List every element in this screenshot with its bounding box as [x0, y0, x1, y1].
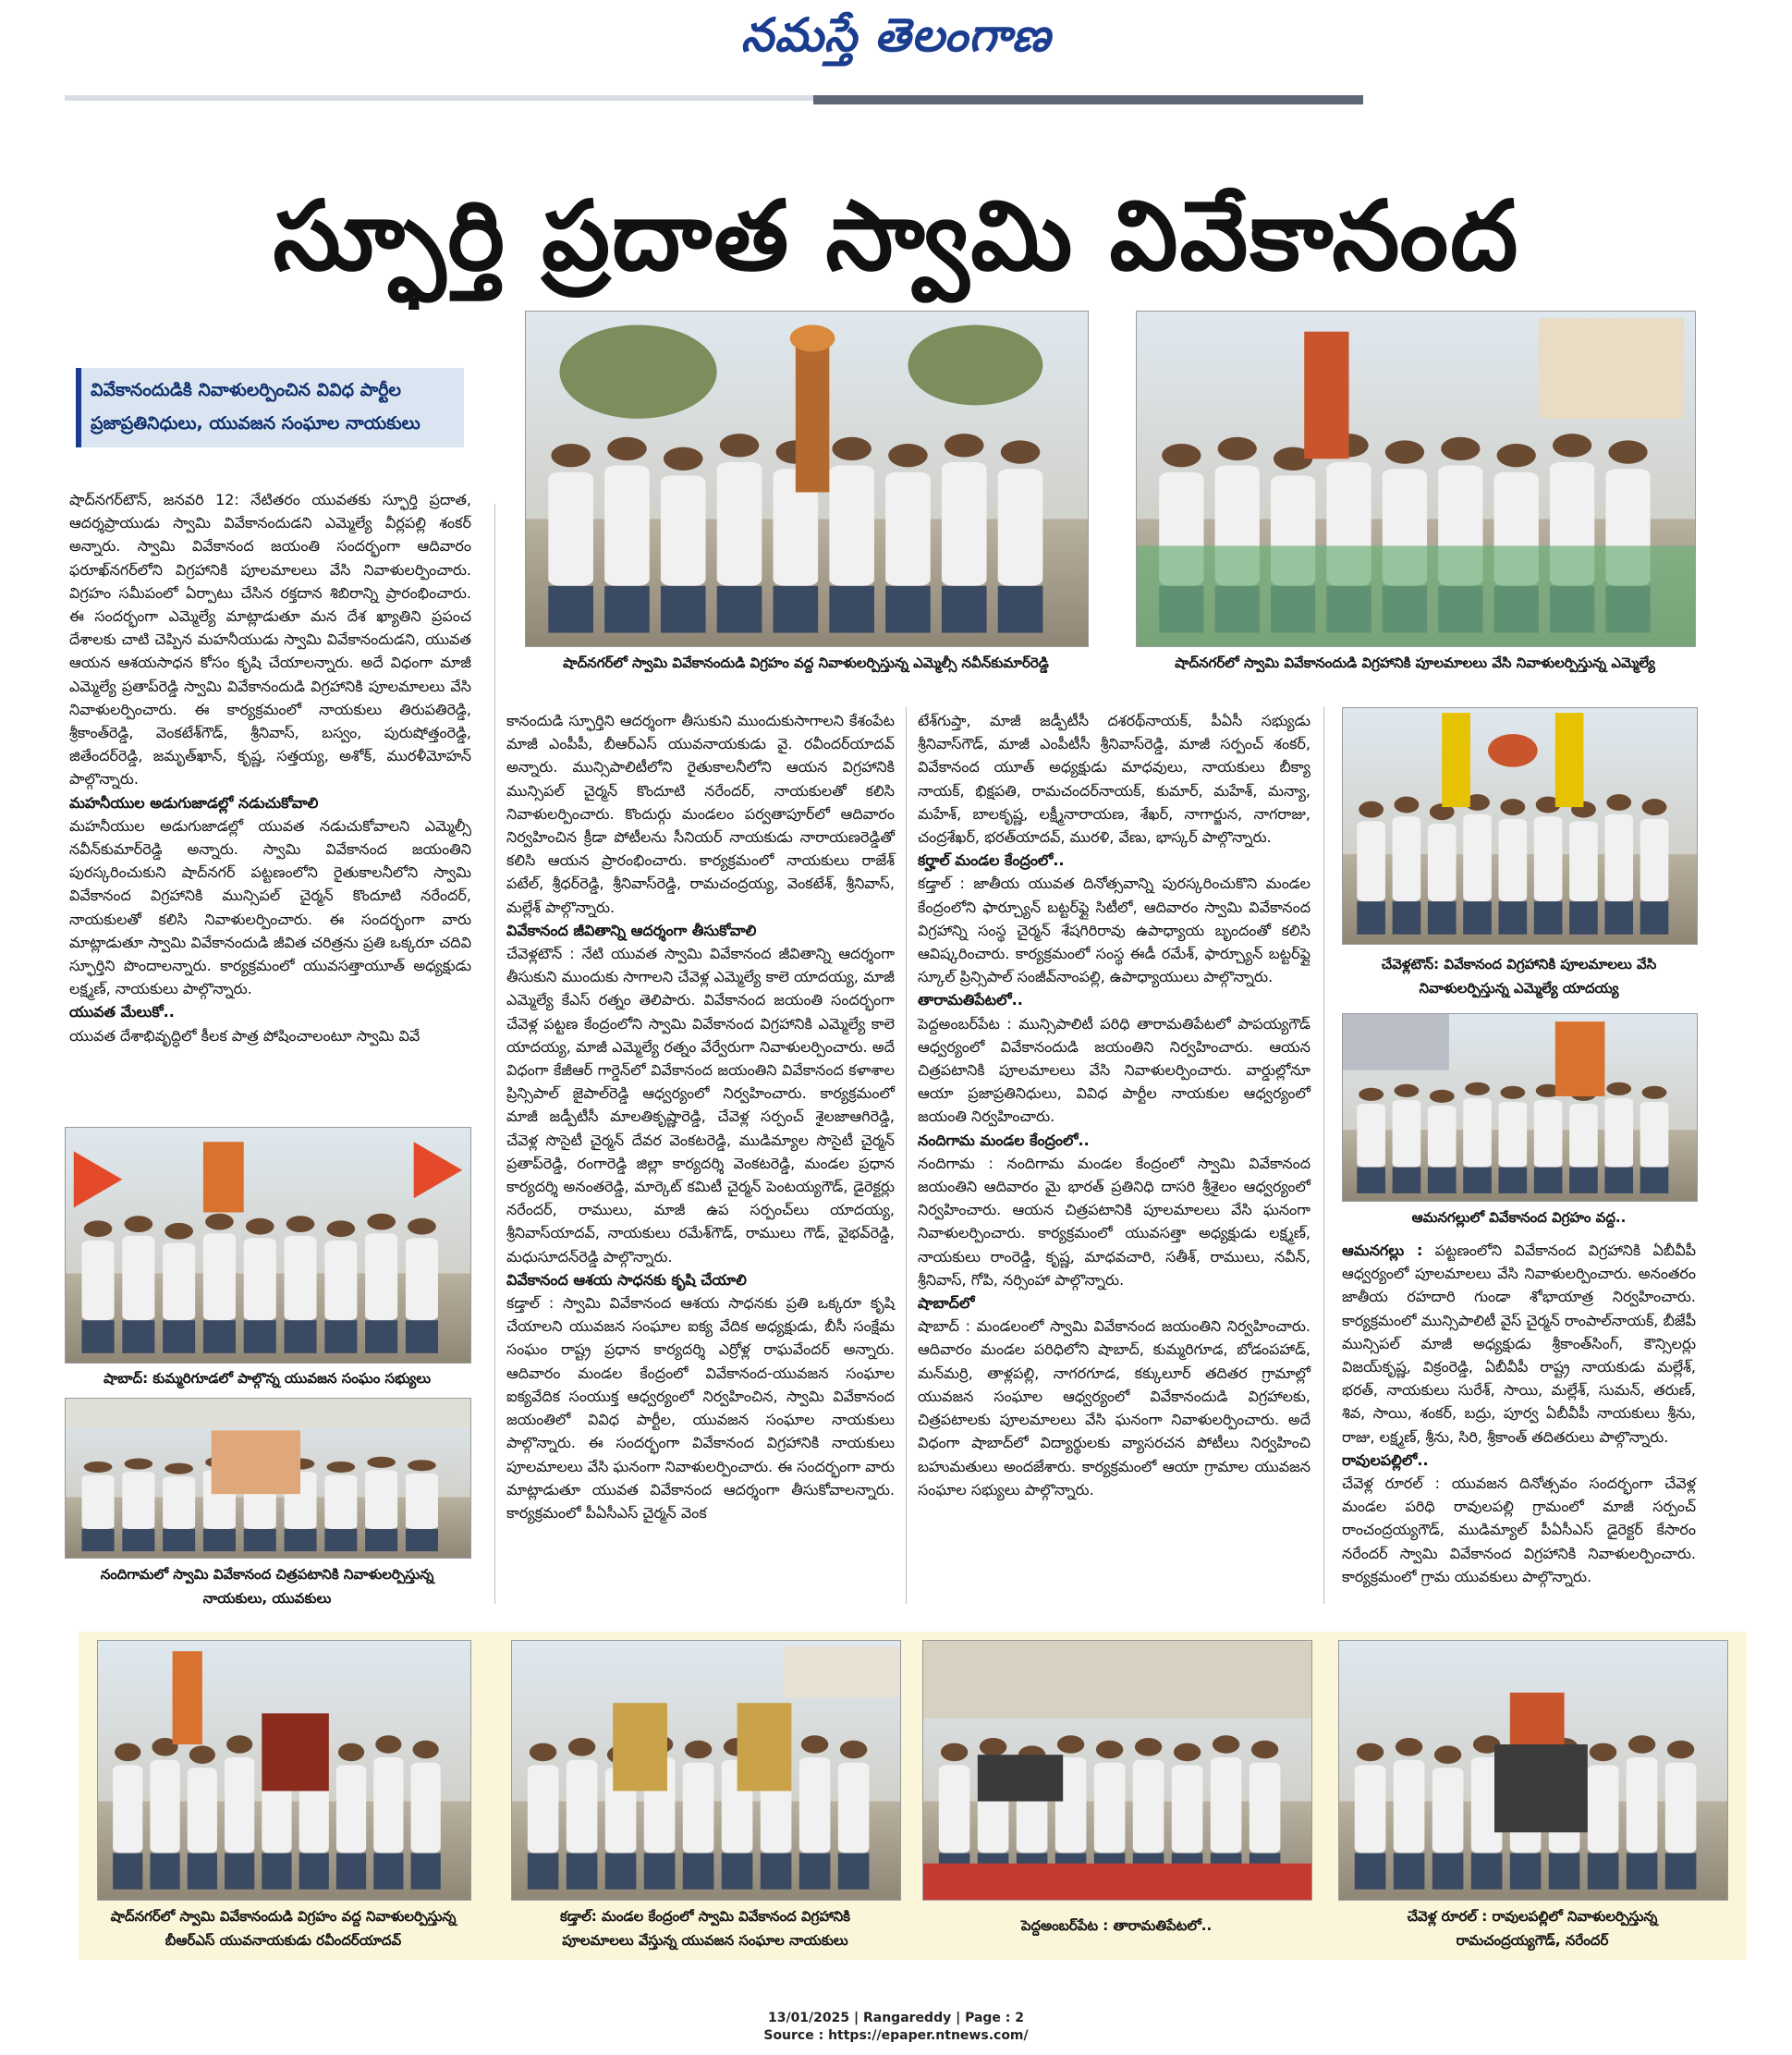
paragraph: [1342, 1239, 1696, 1449]
article-column-3: [918, 709, 1310, 1501]
paragraph: షాద్‌నగర్‌టౌన్‌, జనవరి 12: నేటితరం యువతకు స్ఫూర్తి ప్రదాత, ఆదర్శప్రాయుడు స్వామి వివేకానందుడని ఎమ్మెల్యే వీర్లపల్లి శంకర్‌ అన్నారు. స్వామి వివేకానంద జయంతి సందర్భంగా ఆదివారం ఫరూఖ్‌నగర్‌లోని విగ్రహానికి పూలమాలలు వేసి నివాళులర్పించారు. విగ్రహం సమీపంలో ఏర్పాటు చేసిన రక్తదాన శిబిరాన్ని ప్రారంభించారు. ఈ సందర్భంగా ఎమ్మెల్యే మాట్లాడుతూ మన దేశ ఖ్యాతిని ప్రపంచ దేశాలకు చాటి చెప్పిన మహనీయుడు స్వామి వివేకానందుడని, యువత ఆయన ఆశయసాధన కోసం కృషి చేయాలన్నారు. అదే విధంగా మాజీ ఎమ్మెల్యే ప్రతాప్‌రెడ్డి స్వామి వివేకానందుడి విగ్రహానికి పూలమాలలు వేసి నివాళులర్పించారు. ఈ కార్యక్రమంలో నాయకులు తిరుపతిరెడ్డి, శ్రీకాంత్‌రెడ్డి, వెంకటేశ్‌గౌడ్‌, శ్రీనివాస్‌, బస్వం, పురుషోత్తంరెడ్డి, జితేందర్‌రెడ్డి, జమృత్‌ఖాన్‌, కృష్ణ, సత్తయ్య, అశోక్‌, మురళీమోహన్‌ పాల్గొన్నారు.: [69, 491, 471, 789]
article-column-1: [69, 488, 471, 1047]
header-rule-dark: [813, 95, 1363, 104]
paragraph-text: పట్టణంలోని వివేకానంద విగ్రహానికి ఏబీవీపీ ఆధ్వర్యంలో పూలమాలలు వేసి నివాళులర్పించారు. అనంతరం జాతీయ రహదారి గుండా శోభాయాత్ర నిర్వహించారు. కార్యక్రమంలో మున్సిపాలిటీ వైస్‌ చైర్మన్‌ రాంపాల్‌నాయక్‌, బీజేపీ మున్సిపల్‌ మాజీ అధ్యక్షుడు శ్రీకాంత్‌సింగ్‌, కౌన్సిలర్లు విజయ్‌కృష్ణ, విక్రంరెడ్డి, ఏబీవీపీ రాష్ట్ర నాయకుడు మల్లేశ్‌, భరత్‌, నాయకులు సురేశ్‌, సాయి, మల్లేశ్‌, సుమన్‌, తరుణ్‌, శివ, సాయి, శంకర్‌, బద్రు, పూర్వ ఏబీవీపీ నాయకులు శ్రీను, రాజు, లక్ష్మణ్‌, శ్రీను, సిరి, శ్రీకాంత్‌ తదితరులు పాల్గొన్నారు.: [1342, 1242, 1697, 1446]
caption-photo-6-line-2: నాయకులు, యువకులు: [202, 1590, 332, 1607]
photo-kadthal: [511, 1640, 901, 1901]
kicker-box: [76, 368, 464, 447]
caption-photo-8-line-1: కడ్తాల్‌: మండల కేంద్రంలో స్వామి వివేకానంద విగ్రహానికి: [560, 1908, 850, 1925]
page-headline: స్ఫూర్తి ప్రదాత స్వామి వివేకానంద: [273, 179, 1520, 292]
subheading: యువత మేలుకో..: [69, 1003, 175, 1021]
caption-photo-2: షాద్‌నగర్‌లో స్వామి వివేకానందుడి విగ్రహానికి పూలమాలలు వేసి నివాళులర్పిస్తున్న ఎమ్మెల్యే: [1175, 654, 1655, 671]
paragraph: చేవెళ్ల రూరల్‌ : యువజన దినోత్సవం సందర్భంగా చేవెళ్ల మండల పరిధి రావులపల్లి గ్రామంలో మాజీ సర్పంచ్‌ రాంచంద్రయ్యగౌడ్‌, ముడిమ్యాల్‌ పీఏసీఎస్‌ డైరెక్టర్‌ కేసారం నరేందర్‌ స్వామి వివేకానంద విగ్రహానికి నివాళులర్పించారు. కార్యక్రమంలో గ్రామ యువకులు పాల్గొన్నారు.: [1342, 1474, 1696, 1585]
article-column-4: [1342, 1239, 1696, 1588]
header-rule-light: [65, 95, 813, 101]
subheading: రావులపల్లిలో..: [1342, 1450, 1429, 1469]
dateline: ఆమనగల్లు :: [1342, 1242, 1423, 1259]
caption-photo-5: షాబాద్‌: కుమ్మరిగూడలో పాల్గొన్న యువజన సంఘం సభ్యులు: [103, 1370, 432, 1387]
caption-photo-10-line-2: రామచంద్రయ్యగౌడ్‌, నరేందర్‌: [1456, 1932, 1609, 1949]
newspaper-logo: నమస్తే తెలంగాణ: [740, 7, 1052, 62]
caption-photo-3-line-2: నివాళులర్పిస్తున్న ఎమ్మెల్యే యాదయ్య: [1419, 980, 1619, 997]
photo-shadnagar-ravinder: [97, 1640, 471, 1901]
subheading: మహనీయుల అడుగుజాడల్లో నడుచుకోవాలి: [69, 793, 319, 812]
caption-photo-6-line-1: నందిగామలో స్వామి వివేకానంద చిత్రపటానికి నివాళులర్పిస్తున్న: [100, 1566, 434, 1583]
kicker-line-1: వివేకానందుడికి నివాళులర్పించిన వివిధ పార్టీల: [91, 380, 401, 400]
page-footer: [0, 2010, 1792, 2045]
source-link[interactable]: Source : https://epaper.ntnews.com/: [763, 2028, 1029, 2043]
kicker-line-2: ప్రజాప్రతినిధులు, యువజన సంఘాల నాయకులు: [91, 413, 421, 434]
photo-amangallu: [1342, 1013, 1698, 1202]
paragraph: కడ్తాల్‌ : స్వామి వివేకానంద ఆశయ సాధనకు ప్రతి ఒక్కరూ కృషి చేయాలని యువజన సంఘాల ఐక్య వేదిక అధ్యక్షుడు, బీసీ సంక్షేమ సంఘం రాష్ట్ర ప్రధాన కార్యదర్శి ఎర్రోళ్ల రాఘవేందర్‌ అన్నారు. ఆదివారం మండల కేంద్రంలో వివేకానంద-యువజన సంఘాల ఐక్యవేదిక సంయుక్త ఆధ్వర్యంలో నిర్వహించిన, స్వామి వివేకానంద జయంతిలో వివిధ పార్టీల, యువజన సంఘాల నాయకులు పాల్గొన్నారు. ఈ సందర్భంగా వివేకానంద విగ్రహానికి నాయకులు పూలమాలలు వేసి ఘనంగా నివాళులర్పించారు. ఈ సందర్భంగా వారు మాట్లాడుతూ యువత వివేకానంద ఆదర్శంగా తీసుకోవాలన్నారు. కార్యక్రమంలో పీఏసీఎస్‌ చైర్మన్‌ వెంక: [506, 1294, 895, 1522]
caption-photo-9: పెద్దఅంబర్‌పేట : తారామతిపేటలో..: [1020, 1917, 1213, 1934]
subheading: వివేకానంద ఆశయ సాధనకు కృషి చేయాలి: [506, 1270, 747, 1289]
caption-photo-8-line-2: పూలమాలలు వేస్తున్న యువజన సంఘాల నాయకులు: [562, 1932, 848, 1949]
caption-photo-1: షాద్‌నగర్‌లో స్వామి వివేకానందుడి విగ్రహం వద్ద నివాళులర్పిస్తున్న ఎమ్మెల్సీ నవీన్‌కుమార్‌రెడ్డి: [563, 654, 1049, 671]
caption-photo-10-line-1: చేవెళ్ల రూరల్‌ : రావులపల్లిలో నివాళులర్పిస్తున్న: [1407, 1908, 1658, 1925]
photo-chevella-town: [1342, 707, 1698, 945]
paragraph: పెద్దఅంబర్‌పేట : మున్సిపాలిటీ పరిధి తారామతిపేటలో పాపయ్యగౌడ్‌ ఆధ్వర్యంలో వివేకానందుడి జయంతిని నిర్వహించారు. ఆయన చిత్రపటానికి పూలమాలలు వేసి నివాళులర్పించారు. వార్డుల్లోనూ ఆయా ప్రజాప్రతినిధులు, వివిధ పార్టీల నాయకుల ఆధ్వర్యంలో జయంతి నిర్వహించారు.: [918, 1014, 1310, 1126]
subheading: వివేకానంద జీవితాన్ని ఆదర్శంగా తీసుకోవాలి: [506, 921, 757, 939]
subheading: తారామతిపేటలో..: [918, 991, 1023, 1009]
column-divider: [906, 707, 907, 1604]
paragraph: యువత దేశాభివృద్ధిలో కీలక పాత్ర పోషించాలంటూ స్వామి వివే: [69, 1026, 421, 1045]
photo-shadnagar-mla: [1136, 311, 1696, 647]
photo-taramatipet: [922, 1640, 1312, 1901]
caption-photo-7-line-2: బీఆర్‌ఎస్‌ యువనాయకుడు రవీందర్‌యాదవ్‌: [165, 1932, 402, 1949]
column-divider: [494, 504, 495, 1604]
paragraph: కానందుడి స్ఫూర్తిని ఆదర్శంగా తీసుకుని ముందుకుసాగాలని కేశంపేట మాజీ ఎంపీపీ, బీఆర్‌ఎస్‌ యువనాయకుడు వై. రవీందర్‌యాదవ్‌ అన్నారు. మున్సిపాలిటీలోని రైతుకాలనీలోని ఆయన విగ్రహానికి మున్సిపల్‌ చైర్మన్‌ కొందూటి నరేందర్‌, నాయకులతో కలిసి నివాళులర్పించారు. కొందుర్గు మండలం పర్వతాపూర్‌లో ఆదివారం నిర్వహించిన క్రీడా పోటీలను సీనియర్‌ నాయకుడు నారాయణరెడ్డితో కలిసి ఆయన ప్రారంభించారు. కార్యక్రమంలో నాయకులు రాజేశ్‌ పటేల్‌, శ్రీధర్‌రెడ్డి, శ్రీనివాస్‌రెడ్డి, రామచంద్రయ్య, వెంకటేశ్‌, శ్రీనివాస్‌, మల్లేశ్‌ పాల్గొన్నారు.: [506, 712, 895, 916]
paragraph: టేశ్‌గుప్తా, మాజీ జడ్పీటీసీ దశరథ్‌నాయక్‌, పీఏసీ సభ్యుడు శ్రీనివాస్‌గౌడ్‌, మాజీ ఎంపీటీసీ శ్రీనివాస్‌రెడ్డి, మాజీ సర్పంచ్‌ శంకర్‌, వివేకానంద యూత్‌ అధ్యక్షుడు మాధవులు, నాయకులు బీక్యా నాయక్‌, భిక్షపతి, రామచందర్‌నాయక్‌, కుమార్‌, మహేశ్‌, మన్యా, మహేశ్‌, బాలకృష్ణ, లక్ష్మీనారాయణ, శేఖర్‌, నాగార్జున, నాగరాజు, చంద్రశేఖర్‌, భరత్‌యాదవ్‌, మురళి, వేణు, భాస్కర్‌ పాల్గొన్నారు.: [918, 712, 1310, 847]
article-column-2: [506, 709, 895, 1524]
masthead: [0, 0, 1792, 92]
photo-nandigama: [65, 1398, 471, 1559]
photo-shabad-kummariguda: [65, 1127, 471, 1364]
caption-photo-7-line-1: షాద్‌నగర్‌లో స్వామి వివేకానందుడి విగ్రహం వద్ద నివాళులర్పిస్తున్న: [110, 1908, 457, 1925]
paragraph: మహనీయుల అడుగుజాడల్లో యువత నడుచుకోవాలని ఎమ్మెల్సీ నవీన్‌కుమార్‌రెడ్డి అన్నారు. స్వామి వివేకానంద జయంతిని పురస్కరించుకుని షాద్‌నగర్‌ పట్టణంలోని రైతుకాలనీలోని స్వామి వివేకానంద విగ్రహానికి మున్సిపల్‌ చైర్మన్‌ కొందూటి నరేందర్‌, నాయకులతో కలిసి నివాళులర్పించారు. ఈ సందర్భంగా వారు మాట్లాడుతూ స్వామి వివేకానందుడి జీవిత చరిత్రను ప్రతి ఒక్కరూ చదివి స్ఫూర్తిని పొందాలన్నారు. కార్యక్రమంలో యువసత్తాయూత్‌ అధ్యక్షుడు లక్ష్మణ్‌, నాయకులు పాల్గొన్నారు.: [69, 816, 471, 998]
photo-ravulapalli: [1338, 1640, 1728, 1901]
column-divider: [1323, 707, 1324, 1604]
paragraph: చేవెళ్లటౌన్‌ : నేటి యువత స్వామి వివేకానంద జీవితాన్ని ఆదర్శంగా తీసుకుని ముందుకు సాగాలని చేవెళ్ల ఎమ్మెల్యే కాలె యాదయ్య, మాజీ ఎమ్మెల్యే కేఎస్‌ రత్నం తెలిపారు. వివేకానంద జయంతి సందర్భంగా చేవెళ్ల పట్టణ కేంద్రంలోని స్వామి వివేకానంద విగ్రహానికి ఎమ్మెల్యే కాలె యాదయ్య, మాజీ ఎమ్మెల్యే రత్నం వేర్వేరుగా నివాళులర్పించారు. అదే విధంగా కేజీఆర్‌ గార్డెన్‌లో వివేకానంద జయంతిని వివేకానంద కళాశాల ప్రిన్సిపాల్‌ జైపాల్‌రెడ్డి ఆధ్వర్యంలో నిర్వహించారు. కార్యక్రమంలో మాజీ జడ్పీటీసీ మాలతికృష్ణారెడ్డి, చేవెళ్ల సర్పంచ్‌ శైలజాఆగిరెడ్డి, చేవెళ్ల సొసైటీ చైర్మన్‌ దేవర వెంకటరెడ్డి, ముడిమ్యాల సొసైటీ చైర్మన్‌ ప్రతాప్‌రెడ్డి, రంగారెడ్డి జిల్లా కార్యదర్శి వెంకటరెడ్డి, మండల ప్రధాన కార్యదర్శి అనంతరెడ్డి, మార్కెట్‌ కమిటీ చైర్మన్‌ పెంటయ్యగౌడ్‌, డైరెక్టర్లు నరేందర్‌, రాములు, మాజీ ఉప సర్పంచ్‌లు యాదయ్య, శ్రీనివాస్‌యాదవ్‌, నాయకులు రమేశ్‌గౌడ్‌, రాములు గౌడ్‌, వైభవ్‌రెడ్డి, మధుసూదన్‌రెడ్డి పాల్గొన్నారు.: [506, 945, 895, 1266]
caption-photo-4: ఆమనగల్లులో వివేకానంద విగ్రహం వద్ద..: [1411, 1209, 1627, 1226]
subheading: కర్హాల్‌ మండల కేంద్రంలో..: [918, 851, 1065, 870]
subheading: షాబాద్‌లో: [918, 1294, 975, 1313]
paragraph: కడ్తాల్‌ : జాతీయ యువత దినోత్సవాన్ని పురస్కరించుకొని మండల కేంద్రంలోని ఫార్చ్యూన్‌ బట్టర్‌ఫ్లై సిటీలో, ఆదివారం స్వామి వివేకానంద విగ్రహాన్ని సంస్థ చైర్మన్‌ శేషగిరిరావు ఉపాధ్యాయ బృందంతో కలిసి ఆవిష్కరించారు. కార్యక్రమంలో సంస్థ ఈడీ రమేశ్‌, ఫార్చ్యూన్‌ బట్టర్‌ఫ్లై స్కూల్‌ ప్రిన్సిపాల్‌ సంజీవ్‌నాంపల్లి, ఉపాధ్యాయులు పాల్గొన్నారు.: [918, 875, 1310, 986]
edition-info: 13/01/2025 | Rangareddy | Page : 2: [767, 2011, 1025, 2025]
subheading: నందిగామ మండల కేంద్రంలో..: [918, 1131, 1090, 1149]
photo-shadnagar-mlc: [525, 311, 1089, 647]
paragraph: షాబాద్‌ : మండలంలో స్వామి వివేకానంద జయంతిని నిర్వహించారు. ఆదివారం మండల పరిధిలోని షాబాద్‌, కుమ్మరిగూడ, బోడంపహాడ్‌, మన్‌మర్రి, తాళ్లపల్లి, నాగరగూడ, కక్కులూర్‌ తదితర గ్రామాల్లో యువజన సంఘాల ఆధ్వర్యంలో వివేకానందుడి విగ్రహాలకు, చిత్రపటాలకు పూలమాలలు వేసి ఘనంగా నివాళులర్పించారు. అదే విధంగా షాబాద్‌లో విద్యార్థులకు వ్యాసరచన పోటీలు నిర్వహించి బహుమతులు అందజేశారు. కార్యక్రమంలో ఆయా గ్రామాల యువజన సంఘాల సభ్యులు పాల్గొన్నారు.: [918, 1317, 1310, 1498]
paragraph: నందిగామ : నందిగామ మండల కేంద్రంలో స్వామి వివేకానంద జయంతిని ఆదివారం మై భారత్‌ ప్రతినిధి దాసరి శ్రీశైలం ఆధ్వర్యంలో నిర్వహించారు. ఆయన చిత్రపటానికి పూలమాలలు వేసి ఘనంగా నివాళులర్పించారు. కార్యక్రమంలో యువసత్తా అధ్యక్షుడు లక్ష్మణ్‌, నాయకులు రాంరెడ్డి, కృష్ణ, మాధవచారి, సతీశ్‌, రాములు, నవీన్‌, శ్రీనివాస్‌, గోపి, నర్సింహా పాల్గొన్నారు.: [918, 1154, 1310, 1289]
caption-photo-3-line-1: చేవెళ్లటౌన్‌: వివేకానంద విగ్రహానికి పూలమాలలు వేసి: [1381, 956, 1657, 972]
